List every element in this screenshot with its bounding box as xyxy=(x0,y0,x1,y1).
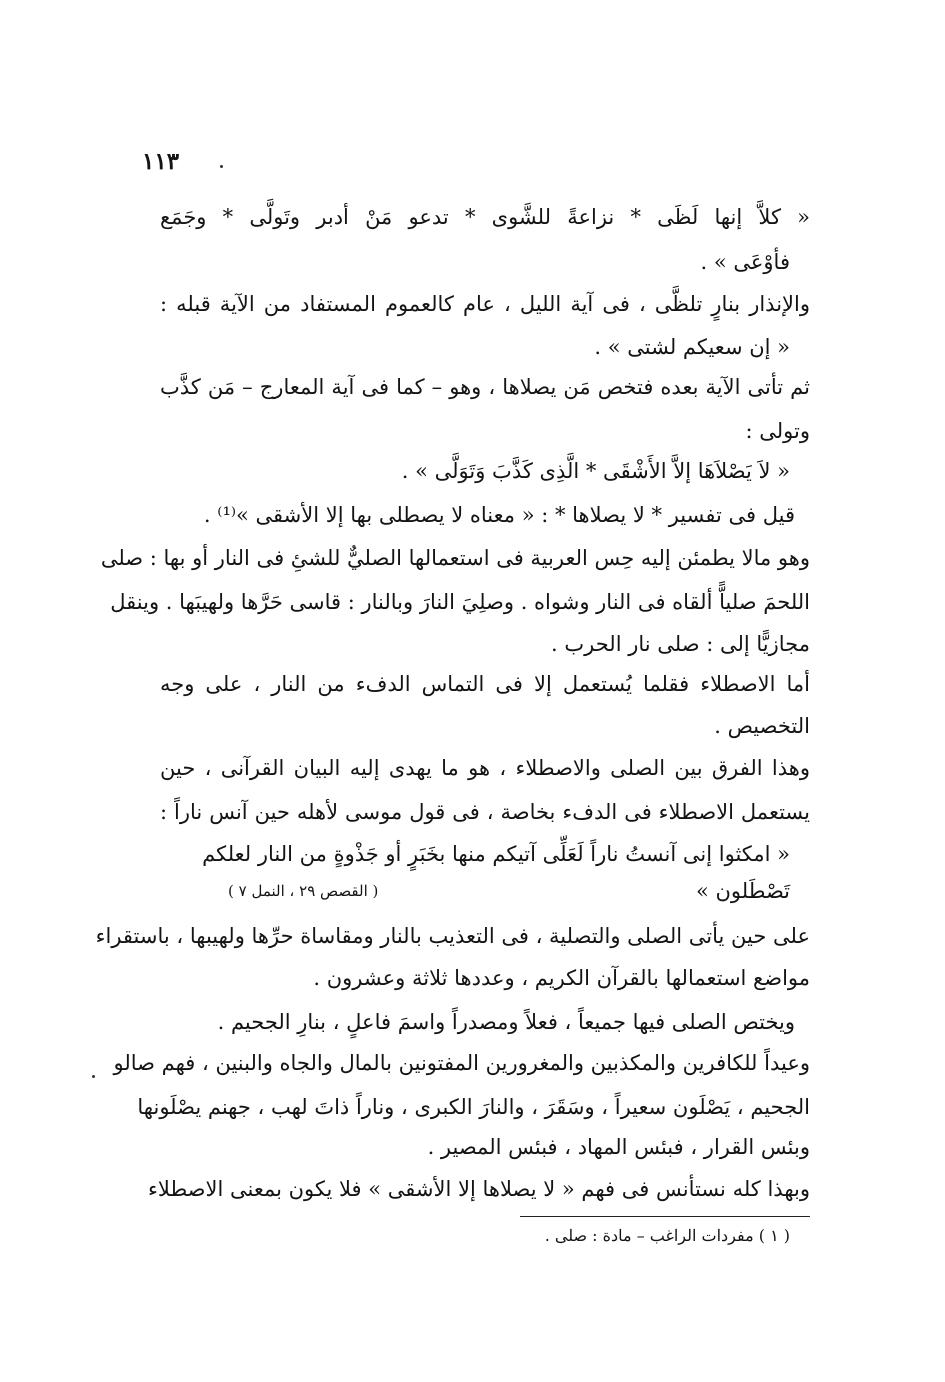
text-line: « كلاَّ إنها لَظَى * نزاعةً للشَّوى * تدعو مَنْ أدبر وتَولَّى * وجَمَع xyxy=(160,205,810,229)
text-line: أما الاصطلاء فقلما يُستعمل إلا فى التماس الدفء من النار ، على وجه xyxy=(160,672,810,696)
text-line: وعيداً للكافرين والمكذبين والمغرورين المفتونين بالمال والجاه والبنين ، فهم صالو xyxy=(113,1051,810,1075)
text-line: وهو مالا يطمئن إليه حِس العربية فى استعمالها الصليٌّ للشئِ فى النار أو بها : صلى xyxy=(100,546,810,570)
text-line: وبئس القرار ، فبئس المهاد ، فبئس المصير . xyxy=(427,1135,810,1159)
scan-speck xyxy=(220,165,223,168)
text-line: والإنذار بنارٍ تلظَّى ، فى آية الليل ، عام كالعموم المستفاد من الآية قبله : xyxy=(160,292,810,316)
text-line: مواضع استعمالها بالقرآن الكريم ، وعددها ثلاثة وعشرون . xyxy=(313,966,810,990)
text-line: وبهذا كله نستأنس فى فهم « لا يصلاها إلا الأشقى » فلا يكون بمعنى الاصطلاء xyxy=(148,1177,810,1201)
text-line: اللحمَ صلياًّ ألقاه فى النار وشواه . وصلِيَ النارَ وبالنار : قاسى حَرَّها ولهيبَها . وينقل xyxy=(110,590,810,614)
text-line: التخصيص . xyxy=(714,714,810,738)
text-line: « لاَ يَصْلاَهَا إلاَّ الأَشْقَى * الَّذِى كَذَّبَ وَتَوَلَّى » . xyxy=(401,459,790,483)
text-line: فأوْعَى » . xyxy=(700,250,790,274)
text-line: وهذا الفرق بين الصلى والاصطلاء ، هو ما يهدى إليه البيان القرآنى ، حين xyxy=(160,756,810,780)
text-line: ويختص الصلى فيها جميعاً ، فعلاً ومصدراً واسمَ فاعلٍ ، بنارِ الجحيم . xyxy=(217,1010,795,1034)
text-line: قيل فى تفسير * لا يصلاها * : « معناه لا يصطلى بها إلا الأشقى »⁽¹⁾ . xyxy=(203,503,795,527)
scan-speck xyxy=(92,1075,95,1078)
text-line: تَصْطَلون » xyxy=(695,879,790,903)
text-line: « امكثوا إنى آنستُ ناراً لَعَلِّى آتيكم منها بخَبَرٍ أو جَذْوةٍ من النار لعلكم xyxy=(202,842,790,866)
footnote: ( ١ ) مفردات الراغب – مادة : صلى . xyxy=(544,1226,790,1245)
quran-reference: ( القصص ٢٩ ، النمل ٧ ) xyxy=(228,882,379,900)
page-number: ١١٣ xyxy=(142,148,180,175)
text-line: ثم تأتى الآية بعده فتخص مَن يصلاها ، وهو – كما فى آية المعارج – مَن كذَّب xyxy=(160,375,810,399)
text-line: الجحيم ، يَصْلَون سعيراً ، وسَقَرَ ، والنارَ الكبرى ، وناراً ذاتَ لهب ، جهنم يصْلَونها xyxy=(137,1095,810,1119)
text-line: على حين يأتى الصلى والتصلية ، فى التعذيب بالنار ومقاساة حرِّها ولهيبها ، باستقراء xyxy=(95,924,810,948)
text-line: « إن سعيكم لشتى » . xyxy=(594,335,790,359)
text-line: وتولى : xyxy=(745,419,810,443)
text-line: مجازيًّا إلى : صلى نار الحرب . xyxy=(551,632,810,656)
footnote-divider xyxy=(520,1216,810,1217)
text-line: يستعمل الاصطلاء فى الدفء بخاصة ، فى قول موسى لأهله حين آنس ناراً : xyxy=(160,800,810,824)
